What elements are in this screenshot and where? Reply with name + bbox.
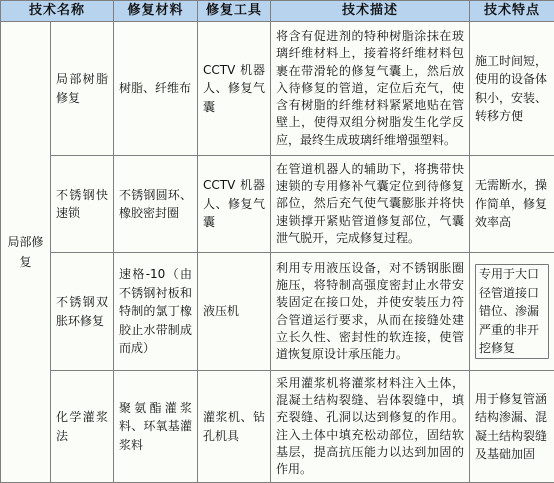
technology-name-cell: 不锈钢快速锁 [51,156,114,253]
technology-name-cell: 化学灌浆法 [51,371,114,483]
category-cell: 局部修复 [1,22,51,483]
material-cell: 速格-10（由不锈钢衬板和特制的氯丁橡胶止水带制成而成） [114,253,198,371]
features-cell [470,253,554,371]
table-row [1,371,554,483]
material-cell: 不锈钢圆环、橡胶密封圈 [114,156,198,253]
tool-cell: CCTV 机器人、修复气囊 [198,22,271,156]
header-repair-tool: 修复工具 [198,1,271,22]
material-cell: 聚氨酯灌浆料、环氧基灌浆料 [114,371,198,483]
technology-name-cell: 局部树脂修复 [51,22,114,156]
tool-cell: 灌浆机、钻孔机具 [198,371,271,483]
header-repair-material: 修复材料 [114,1,198,22]
description-cell: 利用专用液压设备，对不锈钢胀圈施压，将特制高强度密封止水带安装固定在接口处，并使安装压力符合管道运行要求，从而在接缝处建立长久性、密封性的软连接，使管道恢复原设计承压能力。 [271,253,470,371]
header-row [1,1,554,22]
header-technology-name: 技术名称 [1,1,114,22]
technology-name-cell: 不锈钢双胀环修复 [51,253,114,371]
description-cell: 将含有促进剂的特种树脂涂抹在玻璃纤维材料上，接着将纤维材料包裹在带滑轮的修复气囊上，然后放入待修复的管道，定位后充气，使含有树脂的纤维材料紧紧地贴在管壁上，使得双组分树脂发生化学反应，最终生成玻璃纤维增强塑料。 [271,22,470,156]
description-cell: 在管道机器人的辅助下，将携带快速锁的专用修补气囊定位到待修复部位，然后充气使气囊膨胀并将快速锁撑开紧贴管道修复部位，气囊泄气脱开，完成修复过程。 [271,156,470,253]
header-technology-description: 技术描述 [271,1,470,22]
tool-cell: 液压机 [198,253,271,371]
table-row [1,22,554,156]
features-cell: 用于修复管涵结构渗漏、混凝土结构裂缝及基础加固 [470,371,554,483]
features-text: 专用于大口径管道接口错位、渗漏严重的非开挖修复 [475,264,549,359]
description-cell: 采用灌浆机将灌浆材料注入土体，混凝土结构裂缝、岩体裂缝中，填充裂缝、孔洞以达到修复的作用。注入土体中填充松动部位，固结软基层，提高抗压能力以达到加固的作用。 [271,371,470,483]
material-cell: 树脂、纤维布 [114,22,198,156]
features-cell: 无需断水，操作简单，修复效率高 [470,156,554,253]
header-technology-features: 技术特点 [470,1,554,22]
tool-cell: CCTV 机器人、修复气囊 [198,156,271,253]
table-row [1,253,554,371]
features-cell: 施工时间短，使用的设备体积小，安装、转移方便 [470,22,554,156]
table-row [1,156,554,253]
